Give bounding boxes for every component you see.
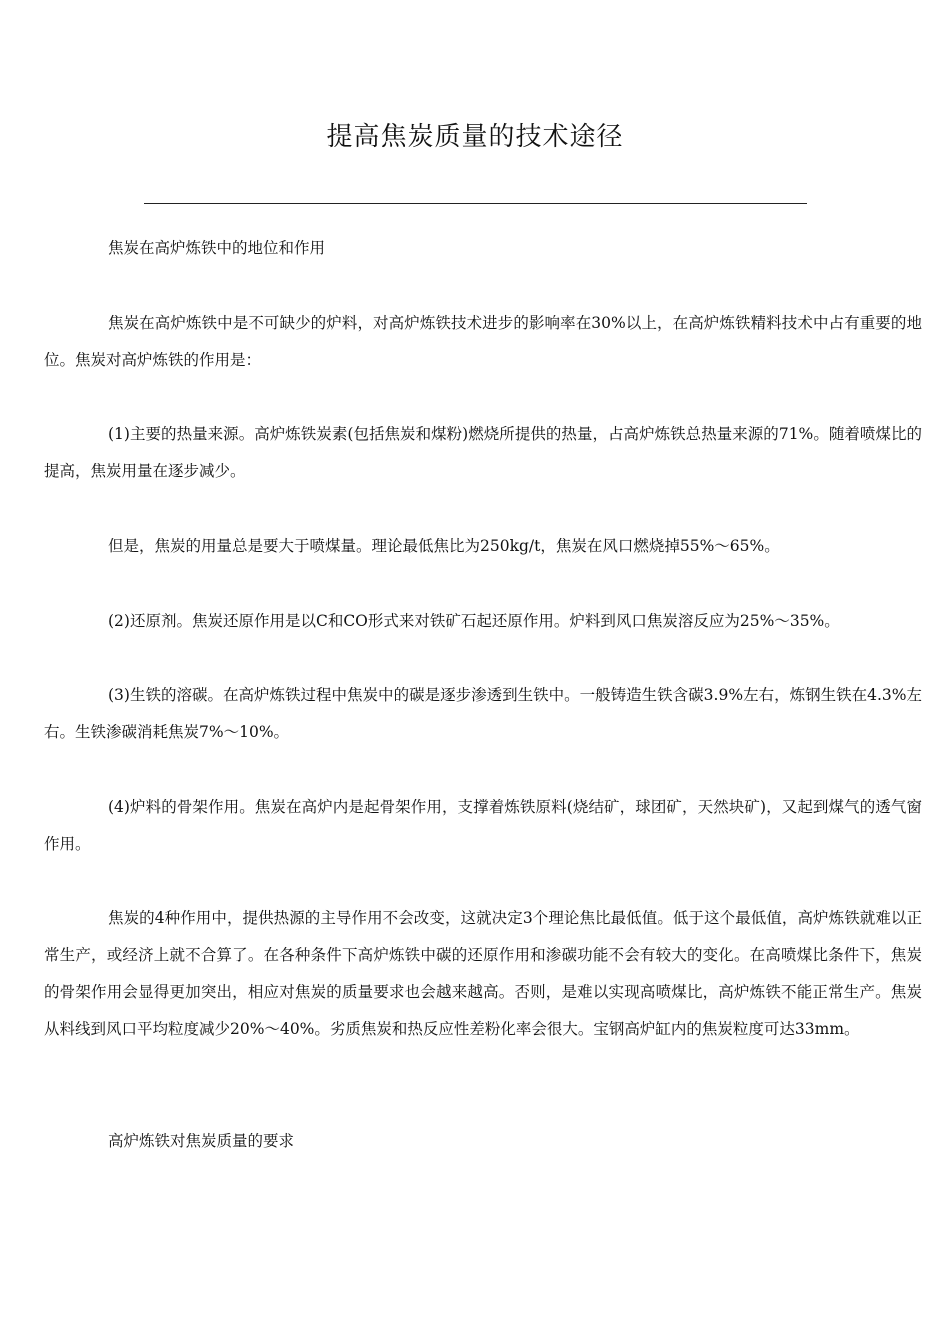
paragraph-coke-ratio: 但是，焦炭的用量总是要大于喷煤量。理论最低焦比为250kg/t，焦炭在风口燃烧掉55%～65%。 [108,537,780,555]
document-title: 提高焦炭质量的技术途径 [326,122,624,152]
section-heading-role: 焦炭在高炉炼铁中的地位和作用 [108,239,326,257]
paragraph-skeleton-role: (4)炉料的骨架作用。焦炭在高炉内是起骨架作用，支撑着炼铁原料(烧结矿，球团矿，天然块矿)，又起到煤气的透气窗作用。 [44,798,922,853]
title-divider [144,203,807,204]
paragraph-heat-source: (1)主要的热量来源。高炉炼铁炭素(包括焦炭和煤粉)燃烧所提供的热量，占高炉炼铁总热量来源的71%。随着喷煤比的提高，焦炭用量在逐步减少。 [44,425,922,480]
paragraph-carbon-dissolution: (3)生铁的溶碳。在高炉炼铁过程中焦炭中的碳是逐步渗透到生铁中。一般铸造生铁含碳3.9%左右，炼钢生铁在4.3%左右。生铁渗碳消耗焦炭7%～10%。 [44,686,922,741]
paragraph-intro: 焦炭在高炉炼铁中是不可缺少的炉料，对高炉炼铁技术进步的影响率在30%以上，在高炉炼铁精料技术中占有重要的地位。焦炭对高炉炼铁的作用是： [44,314,922,369]
paragraph-four-roles: 焦炭的4种作用中，提供热源的主导作用不会改变，这就决定3个理论焦比最低值。低于这个最低值，高炉炼铁就难以正常生产，或经济上就不合算了。在各种条件下高炉炼铁中碳的还原作用和渗碳功能不会有较大的变化。在高喷煤比条件下，焦炭的骨架作用会显得更加突出，相应对焦炭的质量要求也会越来越高。否则，是难以实现高喷煤比，高炉炼铁不能正常生产。焦炭从料线到风口平均粒度减少20%～40%。劣质焦炭和热反应性差粉化率会很大。宝钢高炉缸内的焦炭粒度可达33mm。 [44,909,922,1038]
section-heading-requirements: 高炉炼铁对焦炭质量的要求 [108,1132,295,1150]
paragraph-reducing-agent: (2)还原剂。焦炭还原作用是以C和CO形式来对铁矿石起还原作用。炉料到风口焦炭溶反应为25%～35%。 [108,612,840,630]
